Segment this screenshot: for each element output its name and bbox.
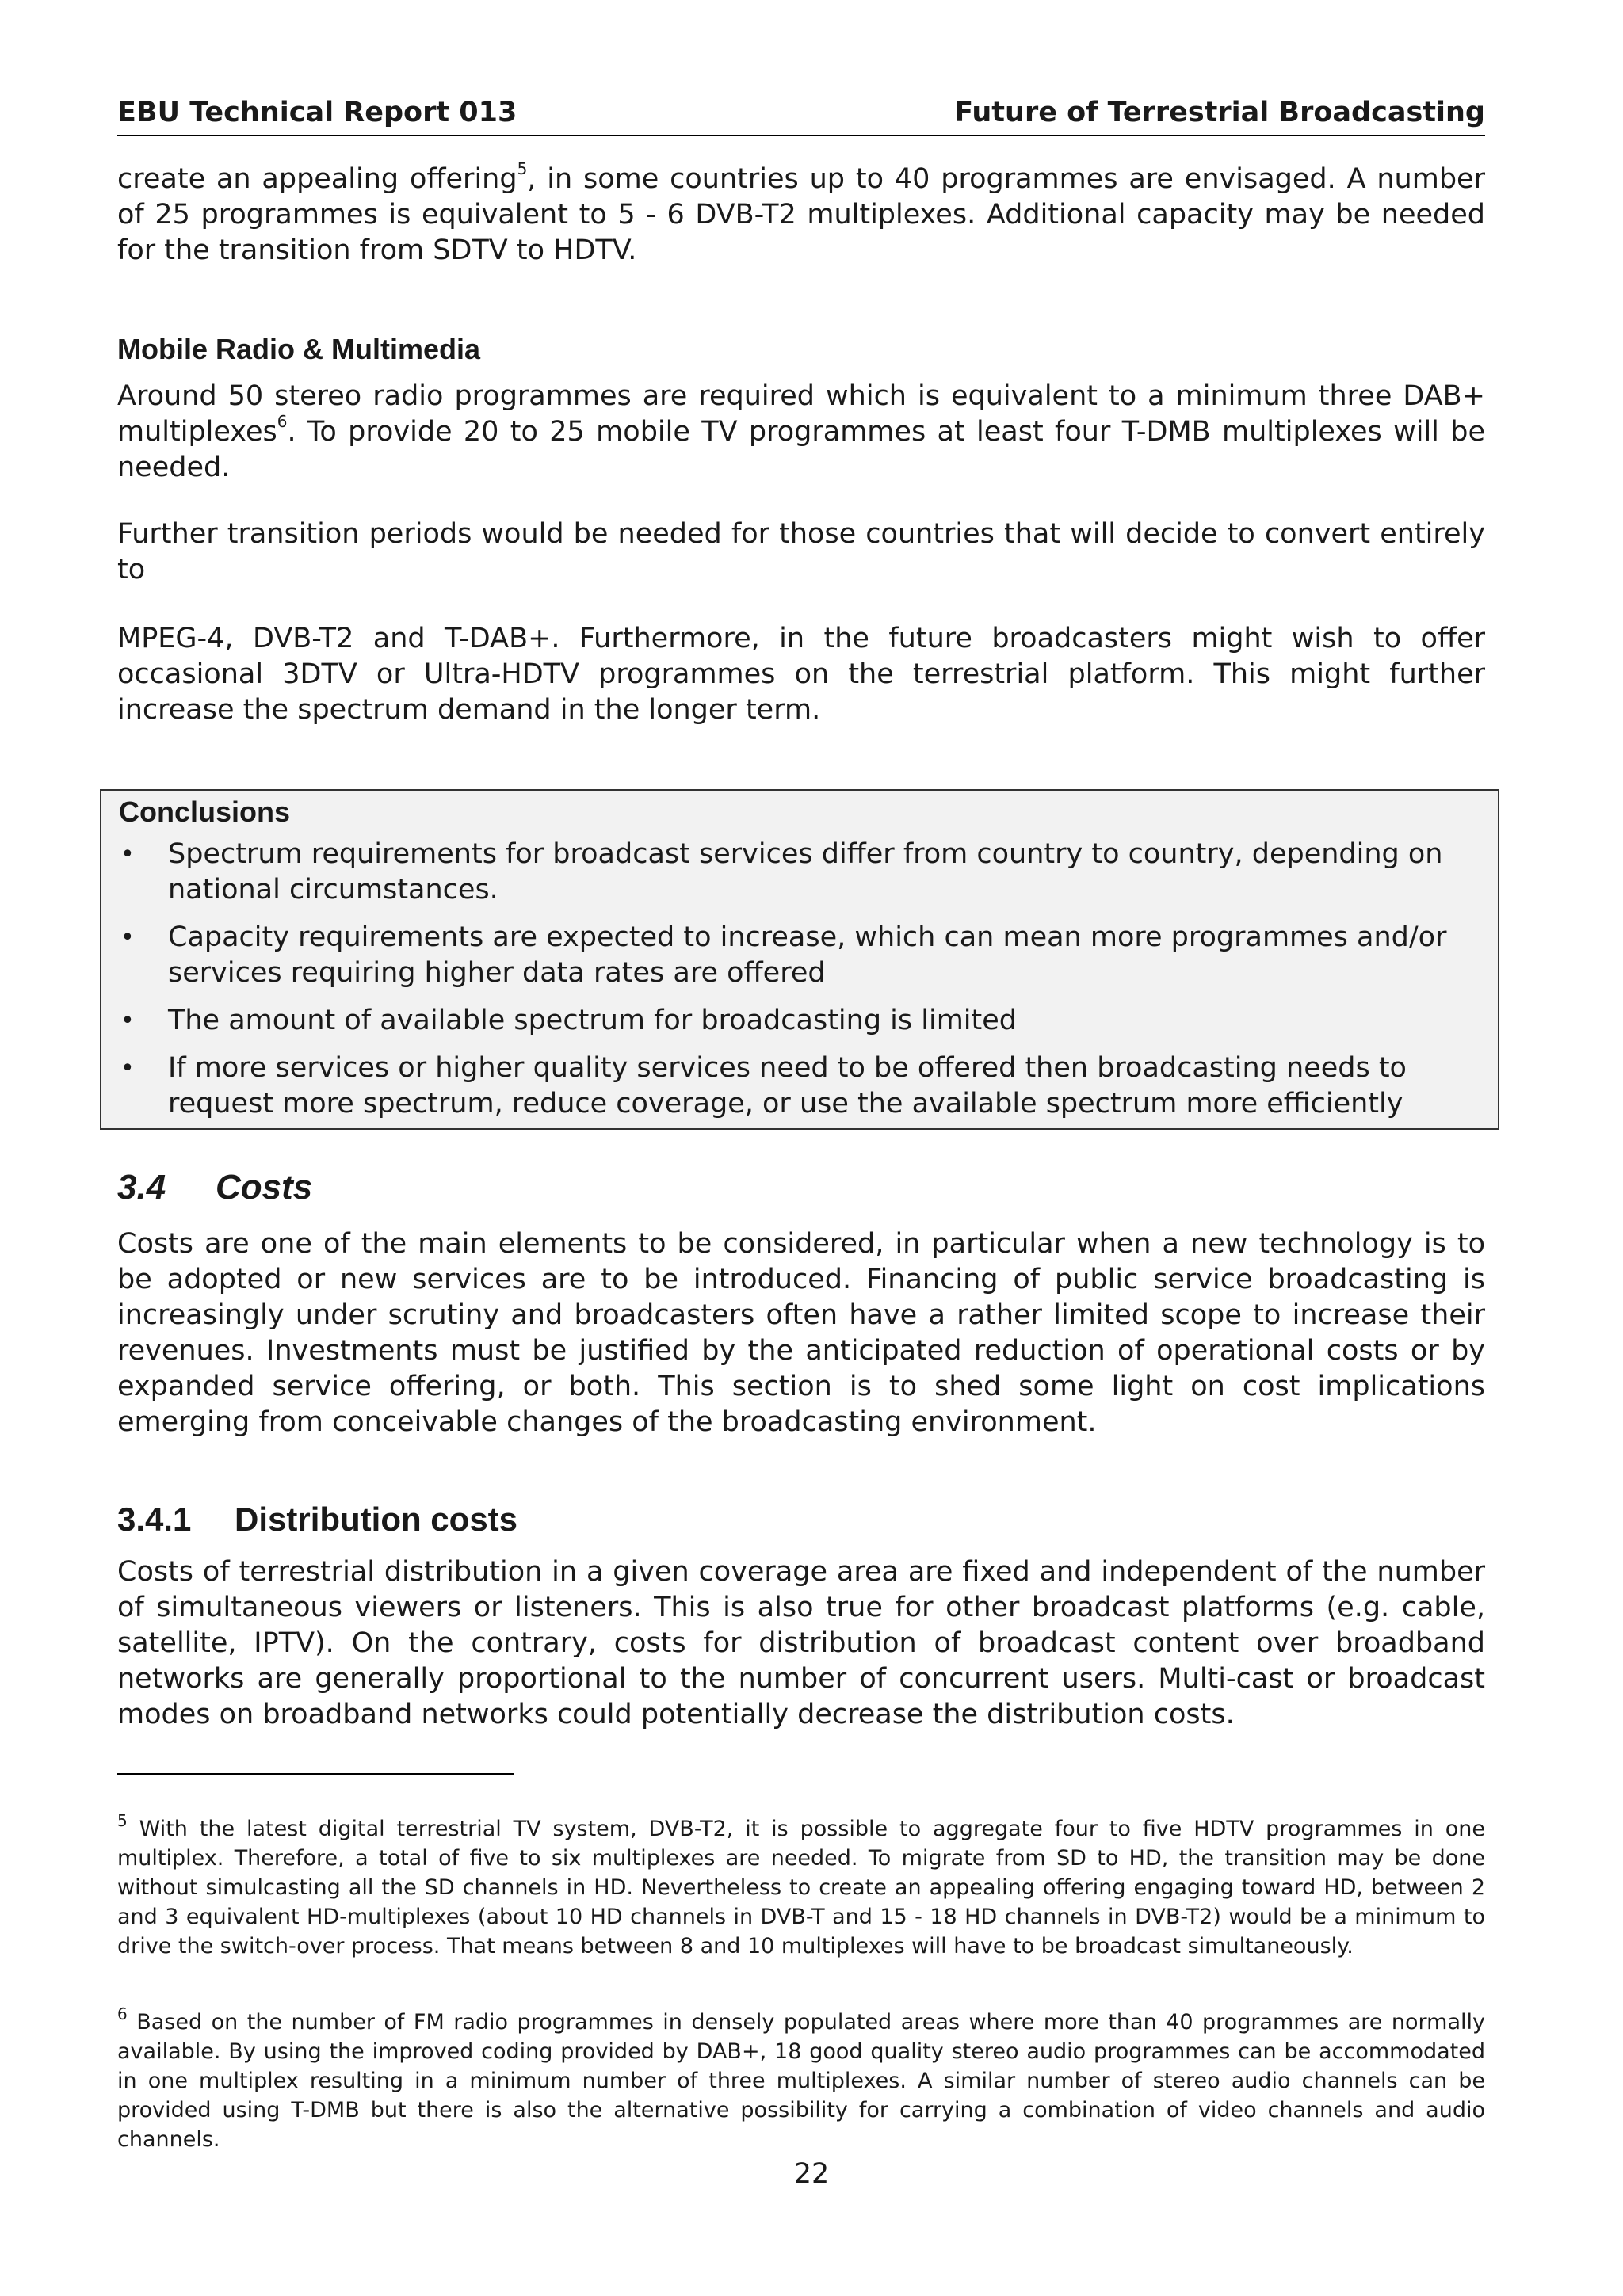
- mobile-heading: Mobile Radio & Multimedia: [117, 333, 481, 365]
- costs-paragraph: Costs are one of the main elements to be considered, in particular when a new technology is to be adopted or new services are to be introduced. Financing of public service broadcasting is increasingly under scrutiny and broadcasters often have a rather limited scope to increase their revenues. Investments must be justified by the anticipated reduction of operational costs or by expanded service offering, or both. This section is to shed some light on cost implications emerging from conceivable changes of the broadcasting environment.: [117, 1228, 1485, 1438]
- section-heading-distribution-costs: [117, 1501, 517, 1539]
- section-heading-costs: [117, 1168, 312, 1207]
- mobile-paragraph-2-block: [117, 517, 1485, 588]
- section-title: Costs: [216, 1168, 313, 1207]
- page-number: 22: [793, 2158, 830, 2190]
- distribution-paragraph: Costs of terrestrial distribution in a given coverage area are fixed and independent of the number of simultaneous viewers or listeners. This is also true for other broadcast platforms (e.g. cable, satellite, IPTV). On the contrary, costs for distribution of broadcast content over broadband networks are generally proportional to the number of concurrent users. Multi-cast or broadcast modes on broadband networks could potentially decrease the distribution costs.: [117, 1556, 1485, 1730]
- list-item: • The amount of available spectrum for broadcasting is limited: [101, 1003, 1498, 1039]
- list-item: • If more services or higher quality services need to be offered then broadcasting needs to request more spectrum, reduce coverage, or use the available spectrum more efficiently: [120, 1052, 1407, 1119]
- intro-paragraph: create an appealing offering$^5$, in some countries up to 40 programmes are envisaged. A number of 25 programmes is equivalent to 5 - 6 DVB-T2 multiplexes. Additional capacity may be needed for the transition from SDTV to HDTV.: [117, 159, 1485, 266]
- costs-block: [117, 1226, 1485, 1440]
- footnote-6: $^6$ Based on the number of FM radio programmes in densely populated areas where more than 40 programmes are normally available. By using the improved coding provided by DAB+, 18 good quality stereo audio programmes can be accommodated in one multiplex resulting in a minimum number of three multiplexes. A similar number of stereo audio channels can be provided using T-DMB but there is also the alternative possibility for carrying a combination of video channels and audio channels.: [117, 2004, 1485, 2152]
- mobile-paragraph-1-block: [117, 379, 1485, 486]
- bullet-icon: •: [120, 924, 135, 952]
- list-item: • Spectrum requirements for broadcast services differ from country to country, depending on national circumstances.: [120, 838, 1443, 906]
- footnote-mark: 6: [117, 2004, 128, 2023]
- bullet-icon: •: [120, 1055, 135, 1082]
- header-report-title: EBU Technical Report 013: [117, 97, 517, 128]
- conclusions-box: [100, 789, 1499, 1130]
- subsection-number: 3.4.1: [117, 1501, 192, 1538]
- footnote-ref-5[interactable]: 5: [517, 159, 528, 179]
- subsection-title: Distribution costs: [235, 1501, 518, 1538]
- list-item: • Capacity requirements are expected to increase, which can mean more programmes and/or services requiring higher data rates are offered: [120, 921, 1447, 989]
- footnote-divider: [117, 1773, 514, 1775]
- bullet-icon: •: [120, 1007, 135, 1035]
- mobile-paragraph-1: Around 50 stereo radio programmes are required which is equivalent to a minimum three DAB+ multiplexes$^6$. To provide 20 to 25 mobile TV programmes at least four T-DMB multiplexes will be needed.: [117, 380, 1485, 483]
- mobile-paragraph-3: MPEG-4, DVB-T2 and T-DAB+. Furthermore, in the future broadcasters might wish to offer occasional 3DTV or Ultra-HDTV programmes on the terrestrial platform. This might further increase the spectrum demand in the longer term.: [117, 623, 1485, 726]
- mobile-paragraph-2: Further transition periods would be needed for those countries that will decide to convert entirely to: [117, 518, 1485, 585]
- distribution-block: [117, 1554, 1485, 1733]
- footnote-ref-6[interactable]: 6: [277, 412, 288, 432]
- section-number: 3.4: [117, 1168, 166, 1207]
- header-section-title: Future of Terrestrial Broadcasting: [954, 97, 1485, 128]
- footnote-5: $^5$ With the latest digital terrestrial TV system, DVB-T2, it is possible to aggregate four to five HDTV programmes in one multiplex. Therefore, a total of five to six multiplexes are needed. To migrate from SD to HD, the transition may be done without simulcasting all the SD channels in HD. Nevertheless to create an appealing offering engaging toward HD, between 2 and 3 equivalent HD-multiplexes (about 10 HD channels in DVB-T and 15 - 18 HD channels in DVB-T2) would be a minimum to drive the switch-over process. That means between 8 and 10 multiplexes will have to be broadcast simultaneously.: [117, 1811, 1485, 1958]
- page-header: [117, 97, 1485, 136]
- conclusions-title: Conclusions: [119, 795, 291, 828]
- mobile-section: [117, 331, 1485, 367]
- mobile-paragraph-3-block: [117, 621, 1485, 728]
- footnote-mark: 5: [117, 1811, 128, 1830]
- bullet-icon: •: [120, 841, 135, 868]
- intro-block: [117, 159, 1485, 269]
- conclusions-list: [101, 837, 1498, 1134]
